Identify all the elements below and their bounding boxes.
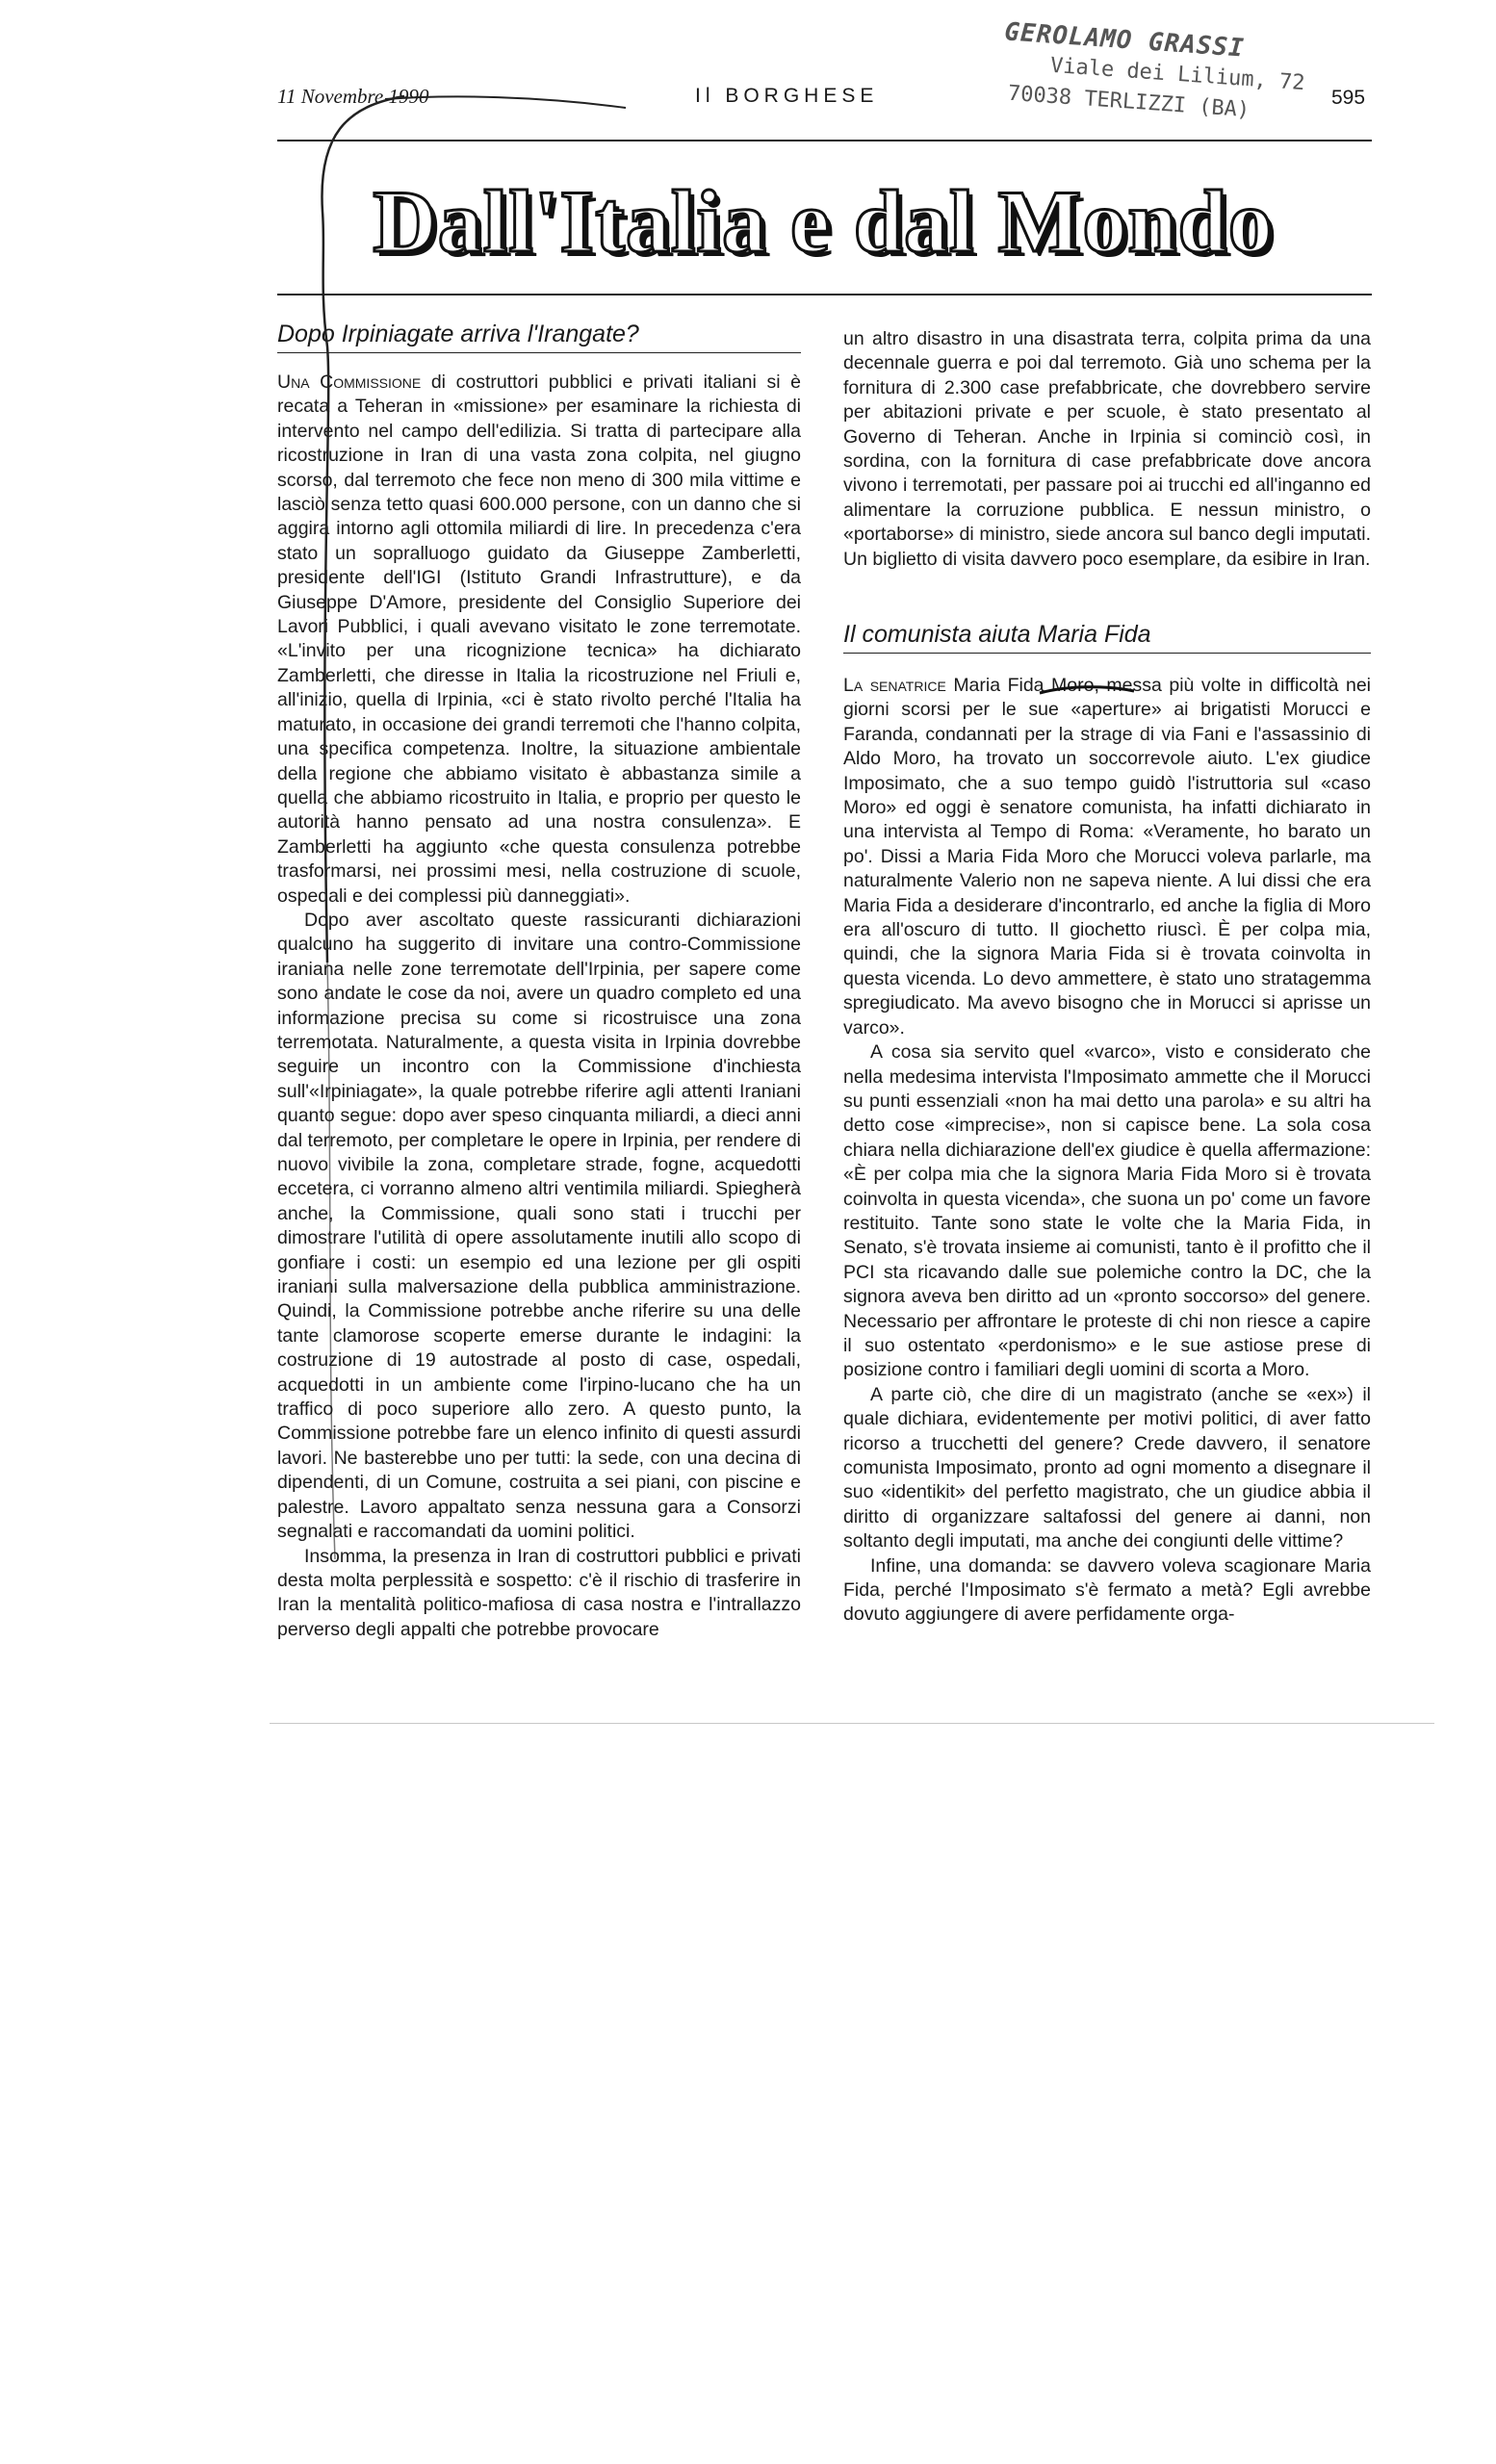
stamp-city: 70038 TERLIZZI (BA) [1007,81,1251,123]
article1-paragraph: Una Commissione di costruttori pubblici e privati italiani si è recata a Teheran in «missione» per esaminare la richiesta di intervento nel campo dell'edilizia. Si tratta di partecipare alla ricostruzione in Iran di una vasta zona colpita, nel giugno scorso, dal terremoto che fece non meno di 300 mila vittime e lasciò senza tetto quasi 600.000 persone, con un danno che si aggira intorno agli ottomila miliardi di lire. In precedenza c'era stato un sopralluogo guidato da Giuseppe Zamberletti, presidente dell'IGI (Istituto Grandi Infrastrutture), e da Giuseppe D'Amore, presidente del Consiglio Superiore dei Lavori Pubblici, i quali avevano visitato le zone terremotate. «L'invito per una ricognizione tecnica» ha dichiarato Zamberletti, che diresse in Italia la ricostruzione nel Friuli e, all'inizio, quella di Irpinia, «ci è stato rivolto perché l'Italia ha maturato, in occasione dei grandi terremoti che l'hanno colpita, una specifica competenza. Inoltre, la situazione ambientale della regione che abbiamo visitato è abbastanza simile a quella che abbiamo ricostruito in Italia, e proprio per questo le autorità hanno pensato ad una nostra consulenza». E Zamberletti ha aggiunto «che questa consulenza potrebbe trasformarsi, nei prossimi mesi, nella costruzione di scuole, ospedali e dei complessi più danneggiati». [277,372,801,907]
stamp-street: Viale dei Lilium, 72 [1049,53,1306,96]
article1-lead-word: Una Commissione [277,372,422,393]
article2-paragraph: La senatrice Maria Fida Moro, messa più volte in difficoltà nei giorni scorsi per le sue «aperture» ai brigatisti Morucci e Faranda, condannati per la strage di via Fani e l'assassinio di Aldo Moro, ha trovato un soccorrevole aiuto. L'ex giudice Imposimato, che a suo tempo guidò l'istruttoria sul «caso Moro» ed oggi è senatore comunista, ha infatti dichiarato in una intervista al Tempo di Roma: «Veramente, ho barato un po'. Dissi a Maria Fida Moro che Morucci voleva parlarle, ma naturalmente Valerio non ne sapeva niente. A lui dissi che era Maria Fida a desiderare d'incontrarlo, ed anche la figlia di Moro era all'oscuro di tutto. Il giochetto riuscì. È per colpa mia, quindi, che la signora Maria Fida si è trovata coinvolta in questa vicenda. Lo devo ammettere, è stato uno stratagemma spregiudicato. Ma avevo bisogno che in Morucci si aprisse un varco». [843,675,1372,1039]
section-rule [277,294,1372,295]
publication-name: Il BORGHESE [695,85,879,107]
stamp-name: GEROLAMO GRASSI [1003,17,1246,64]
article2-title-rule [843,653,1371,654]
issue-date: 11 Novembre 1990 [277,85,429,108]
article1-continuation [843,327,1371,572]
article2-body [843,674,1371,1628]
article1-paragraph: Dopo aver ascoltato queste rassicuranti dichiarazioni qualcuno ha suggerito di invitare una contro-Commissione iraniana nelle zone terremotate dell'Irpinia, per sapere come sono andate le cose da noi, avere un quadro completo ed una informazione precisa su come si ricostruisce una zona terremotata. Naturalmente, a questa visita in Irpinia dovrebbe seguire un incontro con la Commissione d'inchiesta sull'«Irpiniagate», la quale potrebbe riferire agli attenti Iraniani quanto segue: dopo aver speso cinquanta miliardi, a dieci anni dal terremoto, per completare le opere in Irpinia, per rendere di nuovo vivibile la zona, completare strade, fogne, acquedotti eccetera, ci vorranno almeno altri ventimila miliardi. Spiegherà anche, la Commissione, quali sono stati i trucchi per dimostrare l'utilità di opere assolutamente inutili allo scopo di gonfiare i costi: un esempio ed una lezione per gli ospiti iraniani sulla malversazione della pubblica amministrazione. Quindi, la Commissione potrebbe anche riferire su una delle tante clamorose scoperte emerse durante le indagini: la costruzione di 19 autostrade al posto di case, ospedali, acquedotti in un ambiente come l'irpino-lucano che ha un traffico di poco superiore allo zero. A questo punto, la Commissione potrebbe fare un elenco infinito di questi assurdi lavori. Ne basterebbe uno per tutti: la sede, con una decina di dipendenti, di un Comune, costruita a sei piani, con piscine e palestre. Lavoro appaltato senza nessuna gara a Consorzi segnalati e raccomandati da uomini politici. [277,909,801,1543]
article1-paragraph: Insomma, la presenza in Iran di costruttori pubblici e privati desta molta perplessità e sospetto: c'è il rischio di trasferire in Iran la mentalità politico-mafiosa di casa nostra e l'intrallazzo perverso degli appalti che potrebbe provocare [277,1545,801,1640]
owner-stamp [997,16,1306,152]
article1-continuation-text: un altro disastro in una disastrata terra, colpita prima da una decennale guerra e poi dal terremoto. Già uno schema per la fornitura di 2.300 case prefabbricate, che dovrebbero servire per abitazioni private e per scuole, è stato presentato al Governo di Teheran. Anche in Irpinia si cominciò così, in sordina, con la fornitura di case prefabbricate dove ancora vivono i terremotati, per passare poi ai trucchi ed all'inganno ed alimentare la corruzione pubblica. E nessun ministro, o «portaborse» di ministro, siede ancora sul banco degli imputati. Un biglietto di visita davvero poco esemplare, da esibire in Iran. [843,328,1371,570]
article2-paragraph: A cosa sia servito quel «varco», visto e considerato che nella medesima intervista l'Imposimato ammette che il Morucci su punti essenziali «non ha mai detto una parola» e su altri ha detto cose «imprecise», non si capisce bene. La sola cosa chiara nella dichiarazione dell'ex giudice è quella affermazione: «È per colpa mia che la signora Maria Fida Moro si è trovata coinvolta in questa vicenda», che suona un po' come un favore restituito. Tante sono state le volte che la Maria Fida, in Senato, s'è trovata insieme ai comunisti, tanto è il profitto che il PCI sta ricavando dalle sue polemiche contro la DC, che la signora aveva ben diritto ad un «pronto soccorso» del genere. Necessario per affrontare le proteste di chi non riesce a capire il suo ostentato «perdonismo» e le sue astiose prese di posizione contro i familiari degli uomini di scorta a Moro. [843,1041,1371,1381]
article1-body [277,371,801,1642]
scan-edge [270,1723,1434,1724]
article2-title: Il comunista aiuta Maria Fida [843,621,1151,648]
page-number: 595 [1331,87,1366,109]
article2-lead-word: La senatrice [843,675,946,696]
article1-title-rule [277,352,801,353]
section-title: Dall'Italia e dal Mondo [373,172,1274,270]
article2-paragraph: A parte ciò, che dire di un magistrato (anche se «ex») il quale dichiara, evidentemente per motivi politici, di aver fatto ricorso a trucchetti del genere? Crede davvero, il senatore comunista Imposimato, pronto ad ogni momento a disegnare il suo «identikit» del perfetto magistrato, che un giudice abbia il diritto di organizzare saltafossi del genere ai danni, non soltanto degli imputati, ma anche dei congiunti delle vittime? [843,1383,1371,1553]
article2-paragraph: Infine, una domanda: se davvero voleva scagionare Maria Fida, perché l'Imposimato s'è fermato a metà? Egli avrebbe dovuto aggiungere di avere perfidamente orga- [843,1554,1371,1626]
article1-title: Dopo Irpiniagate arriva l'Irangate? [277,321,639,347]
